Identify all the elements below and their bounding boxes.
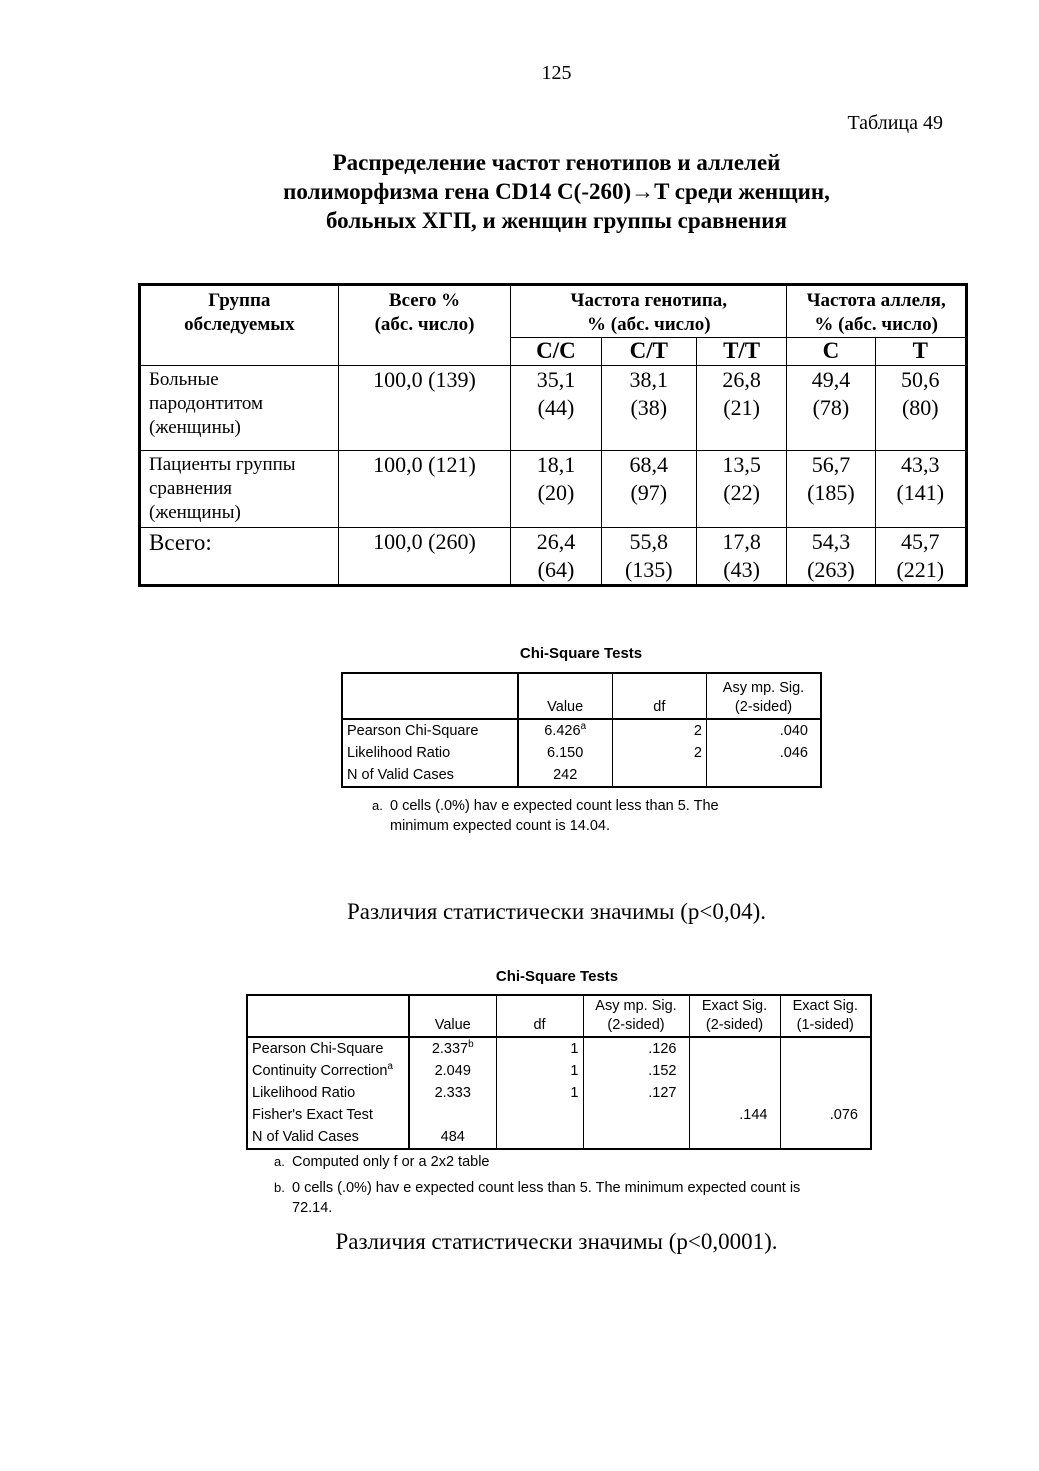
header-total: Всего % (абс. число) xyxy=(338,285,511,366)
value-cell xyxy=(409,1104,496,1126)
header-asymp-sig: Asy mp. Sig. (2-sided) xyxy=(722,680,805,715)
table-row xyxy=(140,366,967,451)
sig-cell xyxy=(583,1126,689,1149)
value-cell: 2.333 xyxy=(409,1082,496,1104)
header-genotype-cc: C/C xyxy=(511,338,601,366)
footnote-b: b. 0 cells (.0%) hav e expected count less than 5. The minimum expected count is 72.14. xyxy=(274,1180,801,1216)
header-genotype-frequency: Частота генотипа, % (абс. число) xyxy=(511,285,787,338)
sig-cell: .126 xyxy=(583,1037,689,1060)
table-row xyxy=(342,742,821,764)
header-asymp-sig: Asy mp. Sig. (2-sided) xyxy=(583,995,689,1037)
header-exact-sig-1: Exact Sig. (1-sided) xyxy=(792,998,858,1033)
row-label: Pearson Chi-Square xyxy=(247,1037,409,1060)
header-blank xyxy=(342,673,518,719)
value-cell: 13,5 (22) xyxy=(696,451,786,528)
chi-square-table-2 xyxy=(246,994,872,1150)
table-row xyxy=(247,1104,871,1126)
row-label: Pearson Chi-Square xyxy=(342,719,518,742)
total-cell: 100,0 (121) xyxy=(338,451,511,528)
df-cell: 2 xyxy=(612,719,706,742)
total-cell: 100,0 (260) xyxy=(338,528,511,586)
header-genotype-ct: C/T xyxy=(601,338,696,366)
table-row xyxy=(247,1126,871,1149)
chi-square-table-1 xyxy=(341,672,822,788)
sig-cell xyxy=(707,764,822,787)
exact1-cell xyxy=(780,1082,871,1104)
header-value: Value xyxy=(409,995,496,1037)
table-row xyxy=(247,1060,871,1082)
header-allele-frequency: Частота аллеля, % (абс. число) xyxy=(787,285,967,338)
table-label: Таблица 49 xyxy=(847,112,943,134)
table-row xyxy=(247,1082,871,1104)
footnote-a: a. 0 cells (.0%) hav e expected count less than 5. The minimum expected count is 14.04. xyxy=(372,798,719,834)
header-allele-c: C xyxy=(787,338,875,366)
df-cell xyxy=(612,764,706,787)
header-exact-sig-2: Exact Sig. (2-sided) xyxy=(689,995,780,1037)
row-label: Continuity Correction$^a$ xyxy=(247,1060,409,1082)
exact2-cell xyxy=(689,1126,780,1149)
value-cell: 18,1 (20) xyxy=(511,451,601,528)
table-row xyxy=(247,1037,871,1060)
header-allele-t: T xyxy=(875,338,966,366)
header-value: Value xyxy=(518,673,612,719)
exact1-cell xyxy=(780,1037,871,1060)
table-row xyxy=(342,719,821,742)
table-row-total xyxy=(140,528,967,586)
value-cell: 6.150 xyxy=(518,742,612,764)
group-cell: Всего: xyxy=(140,528,339,586)
exact2-cell xyxy=(689,1037,780,1060)
conclusion-2: Различия статистически значимы (р<0,0001). xyxy=(335,1229,778,1254)
value-cell: 484 xyxy=(409,1126,496,1149)
row-label: N of Valid Cases xyxy=(247,1126,409,1149)
row-label: N of Valid Cases xyxy=(342,764,518,787)
sig-cell xyxy=(583,1104,689,1126)
table-title xyxy=(0,148,1039,235)
chi-square-caption: Chi-Square Tests xyxy=(495,968,619,985)
exact1-cell: .076 xyxy=(829,1107,858,1123)
df-cell: 1 xyxy=(496,1082,583,1104)
header-blank xyxy=(247,995,409,1037)
header-genotype-tt: T/T xyxy=(696,338,786,366)
value-cell: 26,8 (21) xyxy=(696,366,786,451)
exact1-cell xyxy=(780,1060,871,1082)
sig-cell: .046 xyxy=(779,745,808,761)
group-cell: Пациенты группы сравнения (женщины) xyxy=(140,451,339,528)
exact2-cell: .144 xyxy=(689,1104,780,1126)
value-cell: 17,8 (43) xyxy=(696,528,786,586)
title-line: Распределение частот генотипов и аллелей xyxy=(332,150,781,175)
value-cell: 6.426$^a$ xyxy=(518,719,612,742)
chi-square-caption: Chi-Square Tests xyxy=(519,645,643,662)
df-cell xyxy=(496,1104,583,1126)
total-cell: 100,0 (139) xyxy=(338,366,511,451)
value-cell: 26,4 (64) xyxy=(511,528,601,586)
footnote-a: a. Computed only f or a 2x2 table xyxy=(274,1154,490,1170)
row-label: Likelihood Ratio xyxy=(247,1082,409,1104)
sig-cell: .127 xyxy=(583,1082,689,1104)
sig-cell: .040 xyxy=(779,723,808,739)
value-cell: 35,1 (44) xyxy=(511,366,601,451)
title-line: больных ХГП, и женщин группы сравнения xyxy=(325,208,788,233)
exact1-cell xyxy=(780,1126,871,1149)
df-cell: 1 xyxy=(496,1037,583,1060)
df-cell: 1 xyxy=(496,1060,583,1082)
value-cell: 55,8 (135) xyxy=(601,528,696,586)
df-cell: 2 xyxy=(612,742,706,764)
sig-cell: .152 xyxy=(583,1060,689,1082)
value-cell: 54,3 (263) xyxy=(787,528,875,586)
value-cell: 38,1 (38) xyxy=(601,366,696,451)
page-number: 125 xyxy=(541,62,572,84)
table-row xyxy=(140,451,967,528)
value-cell: 56,7 (185) xyxy=(787,451,875,528)
exact2-cell xyxy=(689,1060,780,1082)
group-cell: Больные пародонтитом (женщины) xyxy=(140,366,339,451)
title-line: полиморфизма гена CD14 C(-260)→T среди женщин, xyxy=(283,179,830,204)
value-cell: 2.337$^b$ xyxy=(409,1037,496,1060)
value-cell: 68,4 (97) xyxy=(601,451,696,528)
value-cell: 242 xyxy=(518,764,612,787)
header-group: Группа обследуемых xyxy=(140,285,339,366)
value-cell: 43,3 (141) xyxy=(875,451,966,528)
exact2-cell xyxy=(689,1082,780,1104)
conclusion-1: Различия статистически значимы (р<0,04). xyxy=(346,899,767,924)
header-df: df xyxy=(496,995,583,1037)
value-cell: 49,4 (78) xyxy=(787,366,875,451)
table-row xyxy=(342,764,821,787)
value-cell: 50,6 (80) xyxy=(875,366,966,451)
value-cell: 2.049 xyxy=(409,1060,496,1082)
row-label: Likelihood Ratio xyxy=(342,742,518,764)
value-cell: 45,7 (221) xyxy=(875,528,966,586)
header-df: df xyxy=(612,673,706,719)
genotype-frequency-table xyxy=(138,283,968,587)
row-label: Fisher's Exact Test xyxy=(247,1104,409,1126)
df-cell xyxy=(496,1126,583,1149)
